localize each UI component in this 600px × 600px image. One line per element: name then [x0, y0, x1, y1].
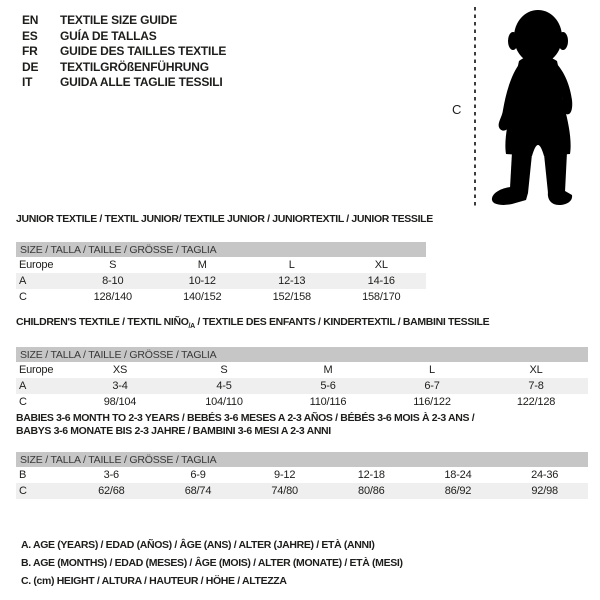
size-header-bar: [16, 242, 426, 257]
table-cell: 86/92: [415, 483, 502, 499]
row-label: Europe: [19, 364, 54, 377]
row-label: C: [16, 483, 68, 499]
children-size-table: [16, 347, 588, 410]
measure-legend: [21, 536, 403, 590]
table-cell: 98/104: [103, 396, 137, 409]
table-cell: M: [323, 364, 333, 377]
legend-line-c: C. (cm) HEIGHT / ALTURA / HAUTEUR / HÖHE / ALTEZZA: [21, 575, 287, 587]
row-label: A: [16, 378, 68, 394]
babies-textile-section: [16, 412, 588, 499]
height-measure-label: C: [452, 102, 462, 117]
table-cell: S: [109, 259, 117, 271]
height-measure-dashed-line: [474, 7, 476, 208]
table-cell: 6-7: [380, 378, 484, 394]
table-row: [16, 273, 426, 289]
table-cell: 110/116: [309, 396, 347, 409]
table-row: [16, 289, 426, 305]
table-cell: 7-8: [484, 378, 588, 394]
table-cell: 6-9: [190, 469, 206, 481]
language-code: FR: [22, 44, 38, 58]
table-cell: 14-16: [337, 273, 427, 289]
table-cell: 74/80: [241, 483, 328, 499]
table-cell: 158/170: [362, 291, 401, 303]
language-title: TEXTILGRÖßENFÜHRUNG: [60, 59, 209, 74]
table-cell: 18-24: [444, 469, 472, 481]
row-label: C: [19, 291, 27, 303]
babies-table-title-line1: BABIES 3-6 MONTH TO 2-3 YEARS / BEBÉS 3-6 MESES A 2-3 AÑOS / BÉBÉS 3-6 MOIS À 2-3 ANS /: [16, 412, 475, 424]
table-cell: 116/122: [413, 396, 451, 409]
table-cell: 8-10: [68, 273, 158, 289]
language-row: [22, 75, 226, 91]
table-cell: 24-36: [531, 469, 559, 481]
junior-table-title: JUNIOR TEXTILE / TEXTIL JUNIOR/ TEXTILE JUNIOR / JUNIORTEXTIL / JUNIOR TESSILE: [16, 213, 433, 225]
row-label: A: [16, 273, 68, 289]
row-label: Europe: [19, 259, 54, 271]
language-title-block: [22, 13, 226, 91]
table-cell: 3-6: [103, 469, 119, 481]
table-row: [16, 257, 426, 273]
legend-line-b: B. AGE (MONTHS) / EDAD (MESES) / ÂGE (MOIS) / ALTER (MONATE) / ETÀ (MESI): [21, 557, 403, 569]
babies-table-title-line2: BABYS 3-6 MONATE BIS 2-3 JAHRE / BAMBINI 3-6 MESI A 2-3 ANNI: [16, 425, 331, 437]
language-row: [22, 44, 226, 60]
table-cell: 104/110: [205, 396, 243, 409]
language-row: [22, 60, 226, 76]
table-cell: XS: [112, 364, 128, 377]
table-cell: 140/152: [183, 291, 222, 303]
children-table-title: [16, 316, 588, 333]
table-cell: 122/128: [516, 396, 556, 409]
toddler-silhouette-icon: [481, 8, 595, 208]
table-cell: 68/74: [155, 483, 242, 499]
title-subscript: /A: [188, 323, 195, 331]
language-title: GUIDA ALLE TAGLIE TESSILI: [60, 75, 223, 89]
table-cell: 9-12: [274, 469, 296, 481]
size-header-bar: [16, 347, 588, 362]
language-row: [22, 29, 226, 45]
table-cell: M: [197, 259, 207, 271]
table-cell: L: [429, 364, 435, 377]
table-cell: 5-6: [276, 378, 380, 394]
language-code: DE: [22, 59, 39, 74]
children-textile-section: [16, 316, 588, 410]
table-row: [16, 378, 588, 394]
row-label: C: [19, 396, 27, 409]
table-row: [16, 394, 588, 410]
size-header-text: SIZE / TALLA / TAILLE / GRÖSSE / TAGLIA: [16, 347, 588, 362]
language-title: TEXTILE SIZE GUIDE: [60, 13, 178, 27]
legend-line-a: A. AGE (YEARS) / EDAD (AÑOS) / ÂGE (ANS) / ALTER (JAHRE) / ETÀ (ANNI): [21, 539, 375, 551]
junior-size-table: [16, 242, 426, 305]
table-cell: 80/86: [328, 483, 415, 499]
table-cell: 92/98: [501, 483, 588, 499]
table-cell: 4-5: [172, 378, 276, 394]
table-cell: XL: [529, 364, 543, 377]
title-text: / TEXTILE DES ENFANTS / KINDERTEXTIL / BAMBINI TESSILE: [194, 316, 490, 328]
height-figure: [450, 5, 598, 211]
table-cell: 10-12: [158, 273, 248, 289]
size-header-text: SIZE / TALLA / TAILLE / GRÖSSE / TAGLIA: [16, 452, 588, 467]
table-cell: 3-4: [68, 378, 172, 394]
size-header-bar: [16, 452, 588, 467]
language-title: GUIDE DES TAILLES TEXTILE: [60, 44, 227, 58]
title-text: CHILDREN'S TEXTILE / TEXTIL NIÑO: [16, 316, 189, 328]
table-row: [16, 362, 588, 378]
table-cell: S: [220, 364, 228, 377]
table-cell: L: [288, 259, 295, 271]
table-row: [16, 467, 588, 483]
size-header-text: SIZE / TALLA / TAILLE / GRÖSSE / TAGLIA: [16, 242, 426, 257]
table-cell: 128/140: [93, 291, 132, 303]
junior-textile-section: [16, 213, 433, 305]
table-cell: XL: [374, 259, 388, 271]
table-cell: 12-13: [247, 273, 337, 289]
table-cell: 152/158: [272, 291, 311, 303]
language-row: [22, 13, 226, 29]
language-code: IT: [22, 75, 33, 89]
table-row: [16, 483, 588, 499]
row-label: B: [19, 469, 27, 481]
language-code: ES: [22, 28, 38, 43]
table-cell: 12-18: [357, 469, 385, 481]
babies-size-table: [16, 452, 588, 499]
language-code: EN: [22, 13, 39, 27]
language-title: GUÍA DE TALLAS: [60, 28, 157, 43]
table-cell: 62/68: [68, 483, 155, 499]
